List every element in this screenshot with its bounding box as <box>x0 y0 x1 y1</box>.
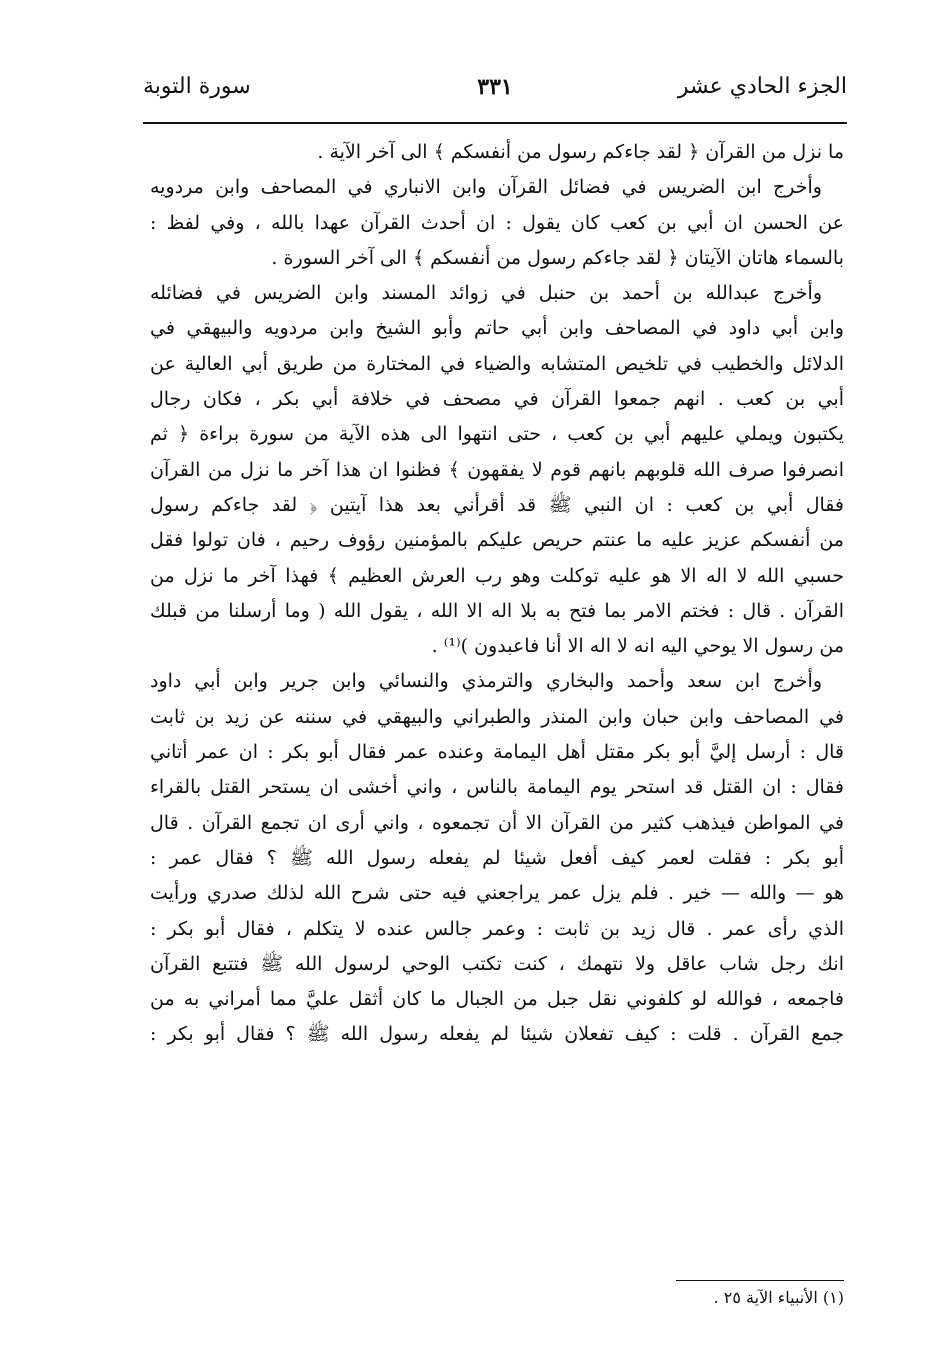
chapter-title: سورة التوبة <box>143 74 251 99</box>
text-line: في المصاحف وابن حبان وابن المنذر والطبراني والبيهقي في سننه عن زيد بن ثابت <box>150 705 844 728</box>
text-line: جمع القرآن . قلت : كيف تفعلان شيئا لم يفعله رسول الله ﷺ ؟ فقال أبو بكر : <box>150 1023 844 1046</box>
text-line: هو — والله — خير . فلم يزل عمر يراجعني فيه حتى شرح الله لذلك صدري ورأيت <box>150 882 844 905</box>
text-line: فقال أبي بن كعب : ان النبي ﷺ قد أقرأني بعد هذا آيتين ﴿ لقد جاءكم رسول <box>150 493 844 516</box>
text-line: في المواطن فيذهب كثير من القرآن الا أن تجمعوه ، واني أرى ان تجمع القرآن . قال <box>150 811 844 834</box>
header-rule <box>143 122 847 124</box>
text-line: وأخرج ابن الضريس في فضائل القرآن وابن الانباري في المصاحف وابن مردويه <box>150 176 822 199</box>
text-line: أبو بكر : فقلت لعمر كيف أفعل شيئا لم يفعله رسول الله ﷺ ؟ فقال عمر : <box>150 846 844 869</box>
running-title: الجزء الحادي عشر <box>677 74 847 99</box>
text-line: انصرفوا صرف الله قلوبهم بانهم قوم لا يفقهون ﴾ فظنوا ان هذا آخر ما نزل من القرآن <box>150 458 844 481</box>
body-text <box>150 135 844 1053</box>
text-line: وأخرج عبدالله بن أحمد بن حنبل في زوائد المسند وابن الضريس في فضائله <box>150 282 822 305</box>
text-line: يكتبون ويملي عليهم أبي بن كعب ، حتى انتهوا الى هذه الآية من سورة براءة ﴿ ثم <box>150 423 844 446</box>
page-header <box>143 66 847 114</box>
text-line: فاجمعه ، فوالله لو كلفوني نقل جبل من الجبال ما كان أثقل عليَّ مما أمراني به من <box>150 988 844 1011</box>
text-line: أبي بن كعب . انهم جمعوا القرآن في مصحف في خلافة أبي بكر ، فكان رجال <box>150 388 844 411</box>
text-line: حسبي الله لا اله الا هو عليه توكلت وهو رب العرش العظيم ﴾ فهذا آخر ما نزل من <box>150 564 844 587</box>
text-line: القرآن . قال : فختم الامر بما فتح به بلا اله الا الله ، يقول الله ( وما أرسلنا من قبلك <box>150 599 844 622</box>
footnote: (١) الأنبياء الآية ٢٥ . <box>713 1288 844 1307</box>
text-line: وابن أبي داود في المصاحف وابن أبي حاتم وأبو الشيخ وابن مردويه والبيهقي في <box>150 317 844 340</box>
page-number: ٣٣١ <box>477 74 513 100</box>
text-line: بالسماء هاتان الآيتان ﴿ لقد جاءكم رسول من أنفسكم ﴾ الى آخر السورة . <box>271 246 844 269</box>
text-line: فقال : ان القتل قد استحر يوم اليمامة بالناس ، واني أخشى ان يستحر القتل بالقراء <box>150 776 844 799</box>
text-line: الدلائل والخطيب في تلخيص المتشابه والضياء في المختارة من طريق أبي العالية عن <box>150 352 844 375</box>
text-line: من أنفسكم عزيز عليه ما عنتم حريص عليكم بالمؤمنين رؤوف رحيم ، فان تولوا فقل <box>150 529 844 552</box>
text-line: وأخرج ابن سعد وأحمد والبخاري والترمذي والنسائي وابن جرير وابن أبي داود <box>150 670 822 693</box>
text-line: ما نزل من القرآن ﴿ لقد جاءكم رسول من أنفسكم ﴾ الى آخر الآية . <box>317 141 844 163</box>
footnote-rule <box>676 1280 844 1281</box>
text-line: عن الحسن ان أبي بن كعب كان يقول : ان أحدث القرآن عهدا بالله ، وفي لفظ : <box>150 211 844 234</box>
text-line: انك رجل شاب عاقل ولا نتهمك ، كنت تكتب الوحي لرسول الله ﷺ فتتبع القرآن <box>150 952 844 975</box>
text-line: الذي رأى عمر . قال زيد بن ثابت : وعمر جالس عنده لا يتكلم ، فقال أبو بكر : <box>150 917 844 940</box>
text-line: من رسول الا يوحي اليه انه لا اله الا أنا فاعبدون )⁽¹⁾ . <box>431 635 844 658</box>
text-line: قال : أرسل إليَّ أبو بكر مقتل أهل اليمامة وعنده عمر فقال أبو بكر : ان عمر أتاني <box>150 741 844 764</box>
